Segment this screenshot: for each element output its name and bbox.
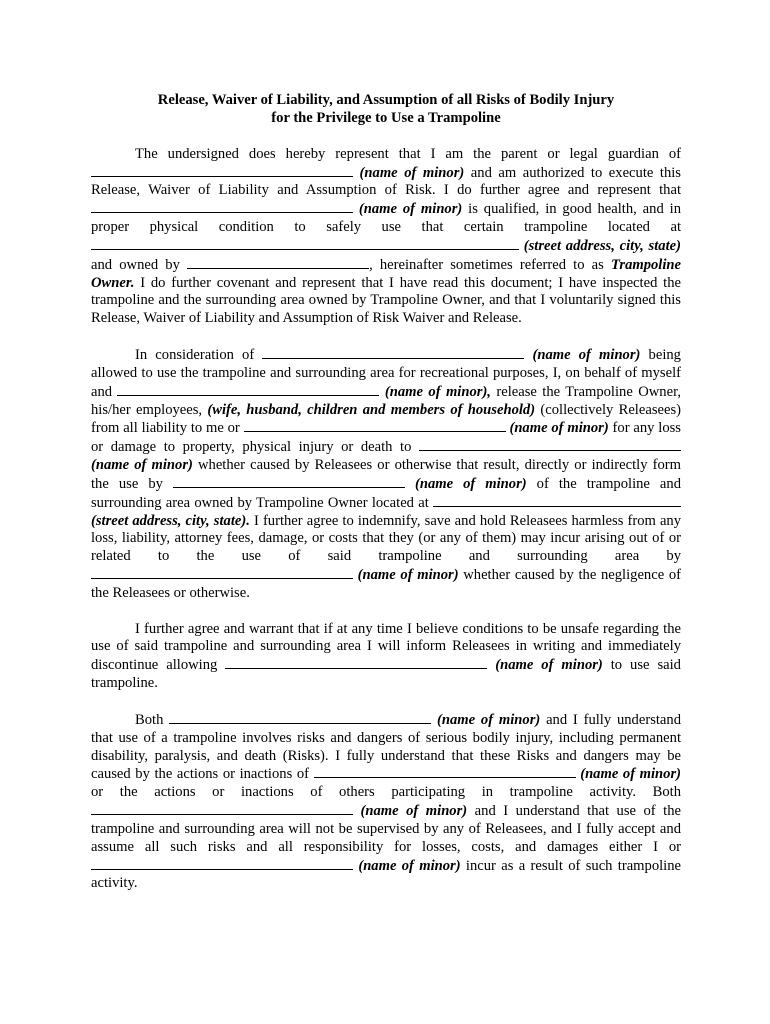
field-label: (street address, city, state).	[91, 512, 250, 529]
blank-line	[173, 475, 405, 488]
blank-line	[91, 566, 353, 579]
paragraph-consideration	[91, 346, 681, 603]
blank-line	[91, 802, 353, 815]
text: I do further covenant and represent that I have read this document; I have inspected the trampoline and the surrounding area owned by Trampoline Owner, and that I voluntarily signed this Release, Waiver of Liability and Assumption of Risk Waiver and Release.	[91, 274, 681, 327]
field-label: (wife, husband, children and members of household)	[207, 401, 536, 418]
text: I further agree to indemnify, save and hold Releasees harmless from any loss, liability, attorney fees, damage, or costs that they (or any of them) may incur arising out of or related to the use of said trampoline and surrounding area by	[91, 512, 682, 565]
field-label: (name of minor)	[91, 457, 193, 474]
field-label: (name of minor)	[495, 657, 603, 674]
text: incur as a result of such trampoline activity.	[91, 857, 682, 892]
paragraph-risks	[91, 711, 681, 893]
field-label: (name of minor)	[509, 420, 609, 437]
text: for any loss or damage to property, physical injury or death to	[91, 420, 681, 456]
blank-line	[91, 164, 353, 177]
blank-line	[244, 419, 506, 432]
text: Both	[135, 711, 164, 728]
field-label: Trampoline Owner.	[91, 256, 682, 291]
blank-line	[91, 237, 519, 250]
text: , hereinafter sometimes referred to as	[369, 256, 604, 273]
field-label: (name of minor)	[358, 201, 463, 218]
document-page	[91, 92, 681, 911]
document-title	[91, 92, 681, 128]
text: of the trampoline and surrounding area owned by Trampoline Owner located at	[91, 475, 682, 511]
blank-line	[169, 711, 431, 724]
text: whether caused by Releasees or otherwise that result, directly or indirectly form the use by	[91, 457, 681, 492]
field-label: (name of minor)	[360, 803, 468, 820]
text: (collectively Releasees) from all liability to me or	[91, 401, 681, 437]
text: I further agree and warrant that if at any time I believe conditions to be unsafe regarding the use of said trampoline and surrounding area I will inform Releasees in writing and immediately discontinue allowing	[91, 620, 681, 674]
paragraph-representation	[91, 146, 681, 328]
text: to use said trampoline.	[91, 657, 681, 692]
text: release the Trampoline Owner, his/her employees,	[91, 383, 681, 418]
text: and I fully understand that use of a trampoline involves risks and dangers of serious bodily injury, including permanent disability, paralysis, and death (Risks). I fully understand that these Risks and dangers may be caused by the actions or inactions of	[91, 711, 681, 783]
blank-line	[91, 857, 353, 870]
text: and owned by	[91, 256, 180, 273]
text: The undersigned does hereby represent that I am the parent or legal guardian of	[135, 145, 681, 162]
blank-line	[91, 200, 353, 213]
field-label: (name of minor)	[358, 857, 461, 874]
blank-line	[187, 256, 369, 269]
field-label: (name of minor),	[384, 383, 491, 400]
blank-line	[419, 438, 681, 451]
title-line-1: Release, Waiver of Liability, and Assumption of all Risks of Bodily Injury	[157, 92, 615, 108]
text: being allowed to use the trampoline and surrounding area for recreational purposes, I, on behalf of myself and	[91, 346, 681, 400]
text: In consideration of	[135, 346, 255, 363]
blank-line	[117, 383, 379, 396]
text: and I understand that use of the trampoline and surrounding area will not be supervised by any of Releasees, and I fully accept and assume all such risks and all responsibility for losses, costs, and damages either I or	[91, 803, 681, 855]
text: and am authorized to execute this Release, Waiver of Liability and Assumption of Risk. I do further agree and represent that	[91, 164, 681, 199]
field-label: (name of minor)	[414, 475, 527, 492]
field-label: (street address, city, state)	[523, 237, 681, 254]
text: whether caused by the negligence of the Releasees or otherwise.	[91, 567, 681, 601]
field-label: (name of minor)	[359, 164, 465, 181]
field-label: (name of minor)	[437, 711, 541, 728]
field-label: (name of minor)	[357, 567, 459, 584]
field-label: (name of minor)	[580, 766, 681, 783]
text: is qualified, in good health, and in proper physical condition to safely use that certain trampoline located at	[91, 201, 681, 236]
paragraph-warranty	[91, 621, 681, 693]
blank-line	[262, 346, 524, 359]
field-label: (name of minor)	[532, 346, 641, 363]
blank-line	[225, 656, 487, 669]
blank-line	[314, 765, 576, 778]
blank-line	[433, 494, 681, 507]
text: or the actions or inactions of others participating in trampoline activity. Both	[91, 784, 681, 801]
title-line-2: for the Privilege to Use a Trampoline	[271, 109, 501, 126]
